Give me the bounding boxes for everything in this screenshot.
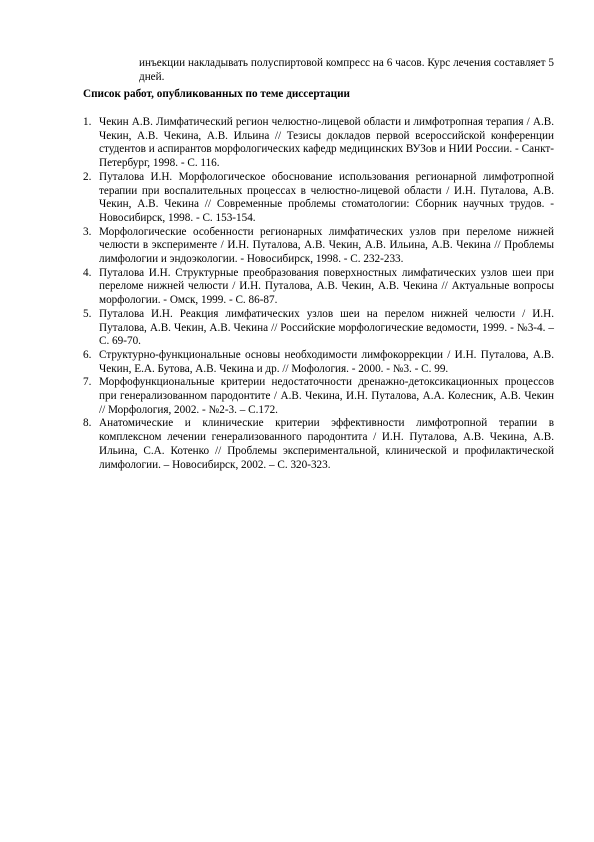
reference-number: 5. — [83, 307, 92, 320]
reference-text: Чекин А.В. Лимфатический регион челюстно-лицевой области и лимфотропная терапия / А.В. Чекин, А.В. Чекина, А.В. Ильина // Тезисы докладов первой всероссийской конференции студентов и аспирантов морфологических кафедр медицинских ВУЗов и НИИ России. - Санкт-Петербург, 1998. - С. 116. — [99, 116, 554, 170]
reference-text: Структурно-функциональные основы необходимости лимфокоррекции / И.Н. Путалова, А.В. Чекин, Е.А. Бутова, А.В. Чекина и др. // Мофология. - 2000. - №3. - С. 99. — [99, 348, 554, 375]
reference-item — [83, 417, 554, 472]
reference-item — [83, 267, 554, 308]
reference-item — [83, 308, 554, 349]
section-heading: Список работ, опубликованных по теме диссертации — [83, 88, 350, 100]
reference-number: 6. — [83, 348, 92, 361]
reference-number: 8. — [83, 417, 92, 430]
reference-item — [83, 171, 554, 226]
reference-item — [83, 376, 554, 417]
reference-number: 1. — [83, 116, 92, 128]
reference-text: Морфологические особенности регионарных лимфатических узлов при переломе нижней челюсти в эксперименте / И.Н. Путалова, А.В. Чекин, А.В. Ильина, А.В. Чекина // Проблемы лимфологии и эндоэкологии. - Новосибирск, 1998. - С. 232-233. — [99, 225, 554, 266]
reference-number: 3. — [83, 225, 92, 238]
reference-text: Морфофункциональные критерии недостаточности дренажно-детоксикационных процессов при генерализованном пародонтите / А.В. Чекина, И.Н. Путалова, А.А. Колесник, А.В. Чекин // Морфология, 2002. - №2-3. – С.172. — [99, 376, 554, 416]
reference-text: Путалова И.Н. Морфологическое обоснование использования регионарной лимфотропной терапии при воспалительных процессах в челюстно-лицевой области / И.Н. Путалова, А.В. Чекин, А.В. Чекина // Современные проблемы стоматологии: Сборник научных трудов. - Новосибирск, 1998. - С. 153-154. — [99, 170, 554, 224]
continuation-paragraph: инъекции накладывать полуспиртовой компресс на 6 часов. Курс лечения составляет 5 дней. — [139, 57, 554, 84]
reference-text: Путалова И.Н. Реакция лимфатических узлов шеи на перелом нижней челюсти / И.Н. Путалова, А.В. Чекин, А.В. Чекина // Российские морфологические ведомости, 1999. - №3-4. – С. 69-70. — [99, 307, 554, 348]
reference-number: 7. — [83, 376, 92, 389]
reference-list — [83, 116, 554, 472]
reference-text: Путалова И.Н. Структурные преобразования поверхностных лимфатических узлов шеи при переломе нижней челюсти / И.Н. Путалова, А.В. Чекин, А.В. Чекина // Актуальные вопросы морфологии. - Омск, 1999. - С. 86-87. — [99, 266, 554, 307]
reference-number: 2. — [83, 170, 92, 183]
reference-item — [83, 116, 554, 171]
reference-text: Анатомические и клинические критерии эффективности лимфотропной терапии в комплексном лечении генерализованного пародонтита / И.Н. Путалова, А.В. Чекина, А.В. Ильина, С.А. Котенко // Проблемы экспериментальной, клинической и профилактической лимфологии. – Новосибирск, 2002. – С. 320-323. — [99, 417, 554, 471]
reference-item — [83, 349, 554, 376]
reference-item — [83, 226, 554, 267]
reference-number: 4. — [83, 266, 92, 279]
